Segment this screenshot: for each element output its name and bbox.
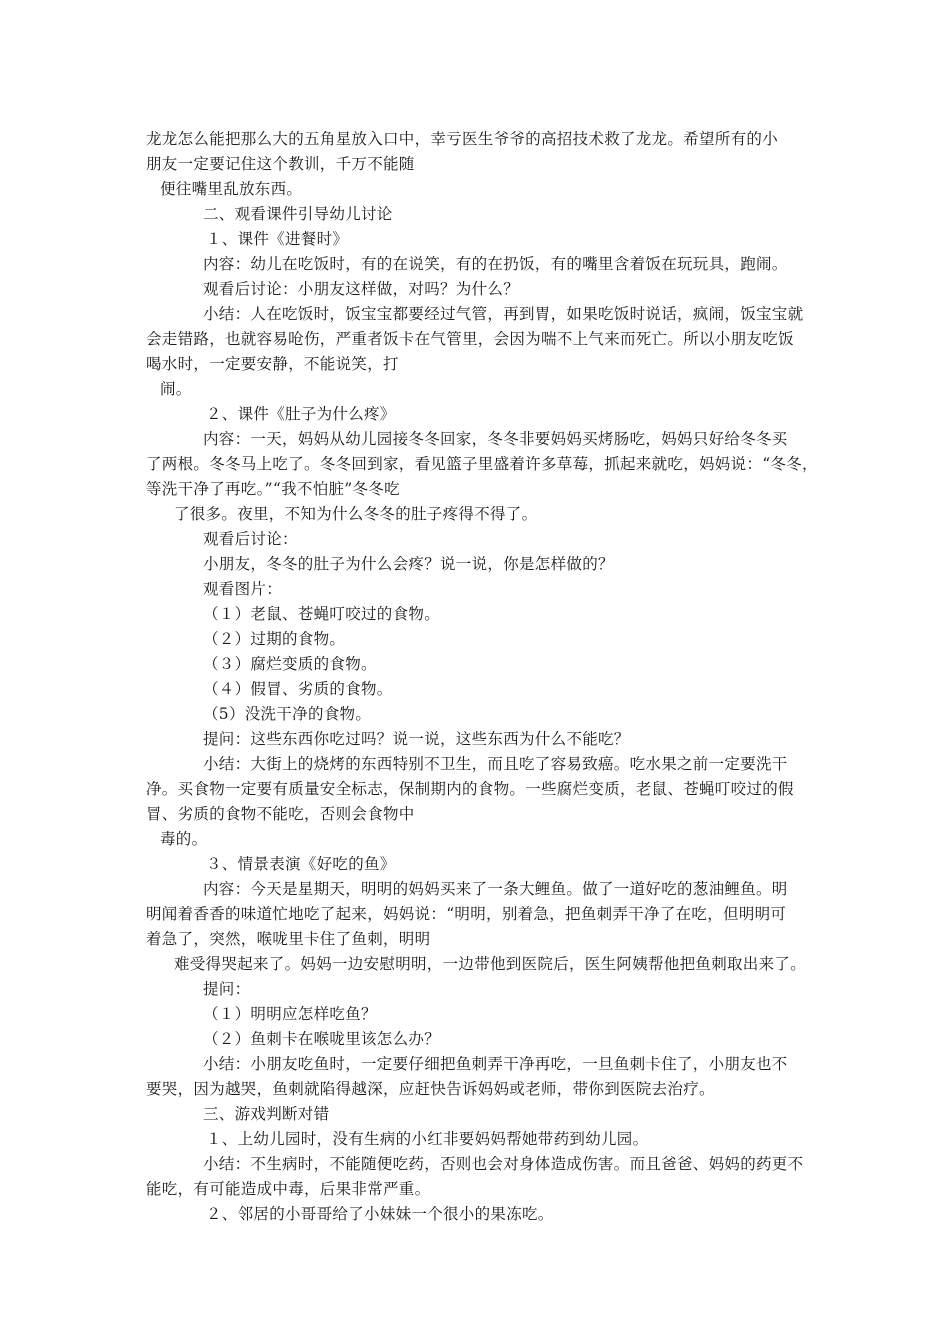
text-line: 冒、劣质的食物不能吃，否则会食物中 [146, 805, 415, 823]
text-line: 观看后讨论：小朋友这样做，对吗？为什么？ [203, 280, 520, 298]
section-heading: 二、观看课件引导幼儿讨论 [203, 205, 393, 223]
text-line: 净。买食物一定要有质量安全标志，保制期内的食物。一些腐烂变质，老鼠、苍蝇叮咬过的假 [146, 780, 794, 798]
text-line: 小结：不生病时，不能随便吃药，否则也会对身体造成伤害。而且爸爸、妈妈的药更不 [203, 1155, 804, 1173]
text-line: 提问：这些东西你吃过吗？说一说，这些东西为什么不能吃？ [203, 730, 630, 748]
text-line: 会走错路，也就容易呛伤，严重者饭卡在气管里，会因为喘不上气来而死亡。所以小朋友吃饭 [146, 330, 794, 348]
text-line: ２、邻居的小哥哥给了小妹妹一个很小的果冻吃。 [206, 1205, 554, 1223]
text-line: 明闻着香香的味道忙地吃了起来，妈妈说：“明明，别着急，把鱼刺弄干净了在吃，但明明可 [146, 905, 787, 923]
text-line: 内容：今天是星期天，明明的妈妈买来了一条大鲤鱼。做了一道好吃的葱油鲤鱼。明 [203, 880, 788, 898]
list-item: （２）过期的食物。 [203, 630, 346, 648]
text-line: 小朋友，冬冬的肚子为什么会疼？说一说，你是怎样做的？ [203, 555, 614, 573]
text-line: 小结：人在吃饭时，饭宝宝都要经过气管，再到胃，如果吃饭时说话，疯闹，饭宝宝就 [203, 305, 804, 323]
text-line: 龙龙怎么能把那么大的五角星放入口中，幸亏医生爷爷的高招技术救了龙龙。希望所有的小 [146, 130, 779, 148]
list-item: （5）没洗干净的食物。 [203, 705, 372, 723]
subsection-heading: １、课件《进餐时》 [206, 230, 349, 248]
text-line: 小结：小朋友吃鱼时，一定要仔细把鱼刺弄干净再吃，一旦鱼刺卡住了，小朋友也不 [203, 1055, 788, 1073]
text-line: 毒的。 [160, 830, 208, 848]
text-line: 着急了，突然，喉咙里卡住了鱼刺，明明 [146, 930, 431, 948]
text-line: 观看图片： [203, 580, 283, 598]
text-line: 等洗干净了再吃。”“我不怕脏”冬冬吃 [146, 480, 400, 498]
text-line: 喝水时，一定要安静，不能说笑，打 [146, 355, 399, 373]
text-line: 了两根。冬冬马上吃了。冬冬回到家，看见篮子里盛着许多草莓，抓起来就吃，妈妈说：“冬冬， [146, 455, 818, 473]
text-line: 朋友一定要记住这个教训，千万不能随 [146, 155, 415, 173]
text-line: 内容：一天，妈妈从幼儿园接冬冬回家，冬冬非要妈妈买烤肠吃，妈妈只好给冬冬买 [203, 430, 788, 448]
text-line: 内容：幼儿在吃饭时，有的在说笑，有的在扔饭，有的嘴里含着饭在玩玩具，跑闹。 [203, 255, 788, 273]
text-line: 闹。 [160, 380, 192, 398]
text-line: 提问： [203, 980, 251, 998]
text-line: 观看后讨论： [203, 530, 298, 548]
text-line: １、上幼儿园时，没有生病的小红非要妈妈帮她带药到幼儿园。 [206, 1130, 649, 1148]
list-item: （２）鱼刺卡在喉咙里该怎么办？ [203, 1030, 441, 1048]
subsection-heading: ２、课件《肚子为什么疼》 [206, 405, 396, 423]
text-line: 难受得哭起来了。妈妈一边安慰明明，一边带他到医院后，医生阿姨帮他把鱼刺取出来了。 [174, 955, 807, 973]
section-heading: 三、游戏判断对错 [203, 1105, 330, 1123]
text-line: 小结：大街上的烧烤的东西特别不卫生，而且吃了容易致癌。吃水果之前一定要洗干 [203, 755, 788, 773]
list-item: （３）腐烂变质的食物。 [203, 655, 377, 673]
text-line: 便往嘴里乱放东西。 [160, 180, 303, 198]
text-line: 能吃，有可能造成中毒，后果非常严重。 [146, 1180, 431, 1198]
text-line: 了很多。夜里，不知为什么冬冬的肚子疼得不得了。 [174, 505, 538, 523]
text-line: 要哭，因为越哭，鱼刺就陷得越深，应赶快告诉妈妈或老师，带你到医院去治疗。 [146, 1080, 715, 1098]
list-item: （４）假冒、劣质的食物。 [203, 680, 393, 698]
subsection-heading: ３、情景表演《好吃的鱼》 [206, 855, 396, 873]
list-item: （１）老鼠、苍蝇叮咬过的食物。 [203, 605, 441, 623]
list-item: （１）明明应怎样吃鱼？ [203, 1005, 377, 1023]
